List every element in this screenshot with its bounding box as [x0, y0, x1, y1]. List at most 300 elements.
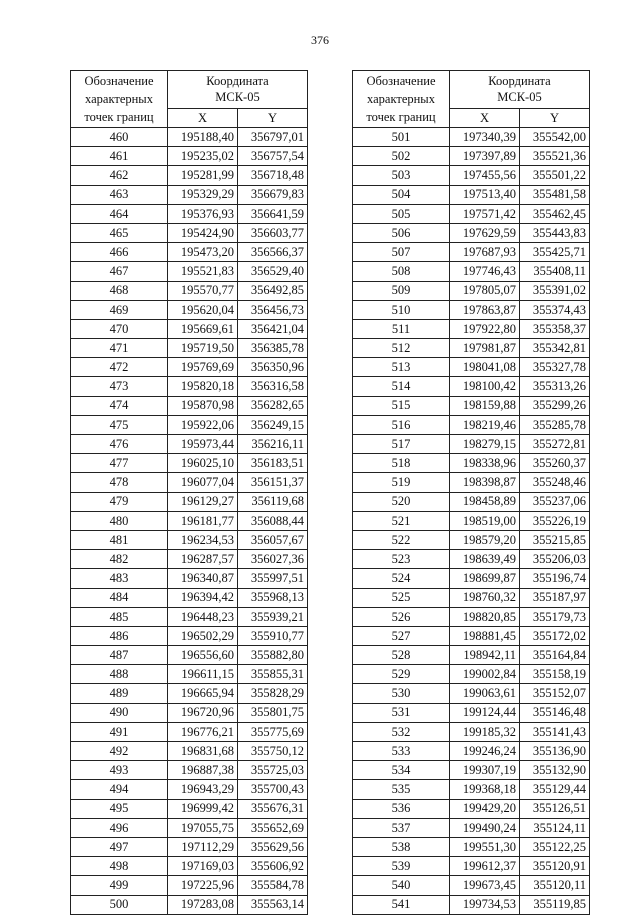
table-row [71, 223, 308, 242]
table-row [353, 837, 590, 856]
table-row [353, 262, 590, 281]
table-row [353, 550, 590, 569]
coord-x: 199185,32 [450, 722, 520, 741]
coord-y: 355501,22 [520, 166, 590, 185]
point-number: 531 [353, 703, 450, 722]
table-row [71, 492, 308, 511]
table-row [353, 300, 590, 319]
point-number: 513 [353, 358, 450, 377]
point-number: 473 [71, 377, 168, 396]
coord-y: 355187,97 [520, 588, 590, 607]
table-row [71, 550, 308, 569]
coord-x: 196999,42 [168, 799, 238, 818]
coord-x: 198100,42 [450, 377, 520, 396]
coord-x: 196340,87 [168, 569, 238, 588]
table-row [353, 876, 590, 895]
point-number: 482 [71, 550, 168, 569]
table-row [353, 396, 590, 415]
point-number: 518 [353, 454, 450, 473]
coord-x: 196887,38 [168, 761, 238, 780]
table-row [353, 607, 590, 626]
coord-x: 195870,98 [168, 396, 238, 415]
table-row [71, 646, 308, 665]
header-designation: Обозначение характерных точек границ [71, 71, 168, 128]
coord-x: 195235,02 [168, 147, 238, 166]
coord-x: 199612,37 [450, 857, 520, 876]
coord-y: 355725,03 [238, 761, 308, 780]
point-number: 540 [353, 876, 450, 895]
point-number: 498 [71, 857, 168, 876]
coord-x: 196776,21 [168, 722, 238, 741]
coord-x: 195424,90 [168, 223, 238, 242]
coord-x: 196720,96 [168, 703, 238, 722]
point-number: 468 [71, 281, 168, 300]
coord-y: 355775,69 [238, 722, 308, 741]
coord-x: 196394,42 [168, 588, 238, 607]
coord-x: 195973,44 [168, 435, 238, 454]
coord-y: 355313,26 [520, 377, 590, 396]
coord-y: 355122,25 [520, 837, 590, 856]
coord-y: 356350,96 [238, 358, 308, 377]
coord-y: 355882,80 [238, 646, 308, 665]
coord-y: 355237,06 [520, 492, 590, 511]
coord-y: 355206,03 [520, 550, 590, 569]
coord-x: 198820,85 [450, 607, 520, 626]
coord-x: 196025,10 [168, 454, 238, 473]
coord-y: 355119,85 [520, 895, 590, 914]
table-row [71, 761, 308, 780]
coord-y: 355136,90 [520, 742, 590, 761]
point-number: 475 [71, 415, 168, 434]
table-row [71, 339, 308, 358]
coord-x: 196556,60 [168, 646, 238, 665]
table-row [353, 569, 590, 588]
point-number: 471 [71, 339, 168, 358]
point-number: 464 [71, 204, 168, 223]
point-number: 535 [353, 780, 450, 799]
point-number: 477 [71, 454, 168, 473]
coord-y: 356216,11 [238, 435, 308, 454]
table-row [353, 799, 590, 818]
coord-y: 356119,68 [238, 492, 308, 511]
coord-x: 196448,23 [168, 607, 238, 626]
table-row [353, 319, 590, 338]
coord-x: 196502,29 [168, 626, 238, 645]
table-row [71, 588, 308, 607]
coord-y: 356316,58 [238, 377, 308, 396]
table-row [71, 204, 308, 223]
table-row [71, 665, 308, 684]
coord-x: 195620,04 [168, 300, 238, 319]
table-row [353, 857, 590, 876]
coord-x: 195669,61 [168, 319, 238, 338]
table-row [71, 857, 308, 876]
coord-y: 355124,11 [520, 818, 590, 837]
coord-x: 196287,57 [168, 550, 238, 569]
point-number: 532 [353, 722, 450, 741]
table-row [353, 761, 590, 780]
table-row [71, 837, 308, 856]
coord-y: 355126,51 [520, 799, 590, 818]
header-y: Y [520, 108, 590, 127]
point-number: 472 [71, 358, 168, 377]
coord-y: 355172,02 [520, 626, 590, 645]
header-coordinate: Координата МСК-05 [168, 71, 308, 109]
coord-x: 198699,87 [450, 569, 520, 588]
table-row [71, 147, 308, 166]
point-number: 461 [71, 147, 168, 166]
point-number: 505 [353, 204, 450, 223]
coord-x: 197397,89 [450, 147, 520, 166]
point-number: 533 [353, 742, 450, 761]
table-row [71, 128, 308, 147]
coord-y: 355164,84 [520, 646, 590, 665]
point-number: 489 [71, 684, 168, 703]
coord-y: 355676,31 [238, 799, 308, 818]
table-row [353, 358, 590, 377]
point-number: 479 [71, 492, 168, 511]
coord-x: 197629,59 [450, 223, 520, 242]
coord-y: 356249,15 [238, 415, 308, 434]
table-row [353, 377, 590, 396]
point-number: 462 [71, 166, 168, 185]
table-row [71, 415, 308, 434]
table-row [353, 492, 590, 511]
coord-x: 198338,96 [450, 454, 520, 473]
coord-y: 355260,37 [520, 454, 590, 473]
coord-x: 198398,87 [450, 473, 520, 492]
coord-x: 195769,69 [168, 358, 238, 377]
coord-y: 356603,77 [238, 223, 308, 242]
point-number: 523 [353, 550, 450, 569]
coord-y: 355606,92 [238, 857, 308, 876]
table-row [353, 818, 590, 837]
coord-x: 198458,89 [450, 492, 520, 511]
coord-x: 198942,11 [450, 646, 520, 665]
coord-y: 356641,59 [238, 204, 308, 223]
page-number: 376 [311, 33, 329, 47]
coord-x: 197225,96 [168, 876, 238, 895]
point-number: 517 [353, 435, 450, 454]
coord-y: 355327,78 [520, 358, 590, 377]
table-header-row [353, 71, 590, 109]
point-number: 491 [71, 722, 168, 741]
coord-x: 198639,49 [450, 550, 520, 569]
header-designation: Обозначение характерных точек границ [353, 71, 450, 128]
point-number: 534 [353, 761, 450, 780]
coord-y: 355997,51 [238, 569, 308, 588]
coord-y: 355158,19 [520, 665, 590, 684]
table-row [71, 185, 308, 204]
point-number: 528 [353, 646, 450, 665]
point-number: 514 [353, 377, 450, 396]
coord-x: 199063,61 [450, 684, 520, 703]
header-y: Y [238, 108, 308, 127]
coord-y: 355521,36 [520, 147, 590, 166]
coord-x: 199490,24 [450, 818, 520, 837]
table-row [353, 454, 590, 473]
coord-x: 199246,24 [450, 742, 520, 761]
coord-y: 355226,19 [520, 511, 590, 530]
table-row [71, 281, 308, 300]
table-row [71, 703, 308, 722]
table-row [353, 281, 590, 300]
point-number: 508 [353, 262, 450, 281]
coord-y: 355910,77 [238, 626, 308, 645]
coord-x: 198881,45 [450, 626, 520, 645]
coord-y: 356492,85 [238, 281, 308, 300]
table-row [353, 895, 590, 914]
point-number: 512 [353, 339, 450, 358]
point-number: 525 [353, 588, 450, 607]
coord-y: 355563,14 [238, 895, 308, 914]
coord-y: 355629,56 [238, 837, 308, 856]
header-x: X [168, 108, 238, 127]
coord-y: 356088,44 [238, 511, 308, 530]
table-row [353, 588, 590, 607]
table-row [353, 339, 590, 358]
coord-y: 355408,11 [520, 262, 590, 281]
point-number: 530 [353, 684, 450, 703]
coord-y: 356529,40 [238, 262, 308, 281]
point-number: 474 [71, 396, 168, 415]
table-row [353, 530, 590, 549]
point-number: 484 [71, 588, 168, 607]
coord-y: 355542,00 [520, 128, 590, 147]
coord-x: 195922,06 [168, 415, 238, 434]
point-number: 519 [353, 473, 450, 492]
coord-x: 198219,46 [450, 415, 520, 434]
point-number: 524 [353, 569, 450, 588]
coord-y: 355285,78 [520, 415, 590, 434]
coord-y: 355152,07 [520, 684, 590, 703]
coord-y: 355374,43 [520, 300, 590, 319]
coord-x: 198760,32 [450, 588, 520, 607]
coord-x: 197340,39 [450, 128, 520, 147]
coord-y: 355132,90 [520, 761, 590, 780]
coord-y: 355750,12 [238, 742, 308, 761]
coord-y: 355120,11 [520, 876, 590, 895]
coord-y: 355584,78 [238, 876, 308, 895]
coord-x: 199429,20 [450, 799, 520, 818]
table-row [353, 128, 590, 147]
point-number: 541 [353, 895, 450, 914]
table-row [353, 665, 590, 684]
coord-x: 197455,56 [450, 166, 520, 185]
point-number: 499 [71, 876, 168, 895]
point-number: 493 [71, 761, 168, 780]
coord-y: 356385,78 [238, 339, 308, 358]
point-number: 490 [71, 703, 168, 722]
coord-x: 195281,99 [168, 166, 238, 185]
coord-y: 355120,91 [520, 857, 590, 876]
table-row [71, 473, 308, 492]
point-number: 520 [353, 492, 450, 511]
point-number: 488 [71, 665, 168, 684]
table-row [353, 684, 590, 703]
coord-y: 355215,85 [520, 530, 590, 549]
point-number: 502 [353, 147, 450, 166]
table-row [71, 319, 308, 338]
coord-x: 197169,03 [168, 857, 238, 876]
table-row [71, 799, 308, 818]
point-number: 522 [353, 530, 450, 549]
point-number: 507 [353, 243, 450, 262]
coord-x: 197513,40 [450, 185, 520, 204]
coord-y: 355272,81 [520, 435, 590, 454]
coord-x: 195473,20 [168, 243, 238, 262]
table-row [71, 684, 308, 703]
coord-y: 356057,67 [238, 530, 308, 549]
point-number: 503 [353, 166, 450, 185]
point-number: 496 [71, 818, 168, 837]
table-row [353, 511, 590, 530]
coord-x: 197805,07 [450, 281, 520, 300]
point-number: 516 [353, 415, 450, 434]
coord-y: 356456,73 [238, 300, 308, 319]
coord-x: 197055,75 [168, 818, 238, 837]
coord-y: 355179,73 [520, 607, 590, 626]
point-number: 460 [71, 128, 168, 147]
table-row [71, 511, 308, 530]
coord-x: 198579,20 [450, 530, 520, 549]
coord-y: 355342,81 [520, 339, 590, 358]
table-row [71, 243, 308, 262]
point-number: 495 [71, 799, 168, 818]
point-number: 538 [353, 837, 450, 856]
coord-x: 195376,93 [168, 204, 238, 223]
header-coordinate: Координата МСК-05 [450, 71, 590, 109]
coord-x: 199002,84 [450, 665, 520, 684]
point-number: 509 [353, 281, 450, 300]
coord-x: 195719,50 [168, 339, 238, 358]
coord-y: 355141,43 [520, 722, 590, 741]
point-number: 494 [71, 780, 168, 799]
coord-x: 197112,29 [168, 837, 238, 856]
table-row [71, 300, 308, 319]
point-number: 463 [71, 185, 168, 204]
point-number: 504 [353, 185, 450, 204]
table-row [71, 454, 308, 473]
point-number: 497 [71, 837, 168, 856]
coord-y: 355248,46 [520, 473, 590, 492]
coord-x: 199551,30 [450, 837, 520, 856]
point-number: 537 [353, 818, 450, 837]
table-row [71, 377, 308, 396]
coord-y: 355939,21 [238, 607, 308, 626]
coord-x: 199124,44 [450, 703, 520, 722]
point-number: 506 [353, 223, 450, 242]
table-row [353, 185, 590, 204]
table-row [71, 895, 308, 914]
table-row [71, 396, 308, 415]
coord-x: 196077,04 [168, 473, 238, 492]
table-row [353, 166, 590, 185]
point-number: 465 [71, 223, 168, 242]
point-number: 526 [353, 607, 450, 626]
point-number: 469 [71, 300, 168, 319]
header-x: X [450, 108, 520, 127]
point-number: 511 [353, 319, 450, 338]
point-number: 529 [353, 665, 450, 684]
coord-y: 355652,69 [238, 818, 308, 837]
coord-y: 355391,02 [520, 281, 590, 300]
table-row [353, 204, 590, 223]
coord-x: 199734,53 [450, 895, 520, 914]
coord-x: 198041,08 [450, 358, 520, 377]
point-number: 510 [353, 300, 450, 319]
table-row [71, 780, 308, 799]
table-row [71, 626, 308, 645]
coord-y: 356183,51 [238, 454, 308, 473]
coord-y: 356566,37 [238, 243, 308, 262]
table-header-row [71, 71, 308, 109]
point-number: 487 [71, 646, 168, 665]
table-row [71, 530, 308, 549]
point-number: 501 [353, 128, 450, 147]
coord-x: 198159,88 [450, 396, 520, 415]
coord-x: 199673,45 [450, 876, 520, 895]
coord-x: 199307,19 [450, 761, 520, 780]
table-row [353, 722, 590, 741]
table-row [353, 780, 590, 799]
coord-x: 198279,15 [450, 435, 520, 454]
coord-y: 355828,29 [238, 684, 308, 703]
point-number: 539 [353, 857, 450, 876]
point-number: 483 [71, 569, 168, 588]
coord-y: 356797,01 [238, 128, 308, 147]
table-row [353, 223, 590, 242]
coord-x: 198519,00 [450, 511, 520, 530]
table-row [353, 703, 590, 722]
coord-y: 355299,26 [520, 396, 590, 415]
coord-y: 356421,04 [238, 319, 308, 338]
coord-y: 355443,83 [520, 223, 590, 242]
coord-x: 195820,18 [168, 377, 238, 396]
coord-y: 355968,13 [238, 588, 308, 607]
table-row [71, 358, 308, 377]
coordinates-table-right [352, 70, 590, 915]
table-row [353, 626, 590, 645]
coord-y: 355196,74 [520, 569, 590, 588]
point-number: 467 [71, 262, 168, 281]
coord-x: 196181,77 [168, 511, 238, 530]
coord-y: 355801,75 [238, 703, 308, 722]
table-row [353, 147, 590, 166]
coord-y: 356027,36 [238, 550, 308, 569]
table-row [71, 876, 308, 895]
table-row [71, 262, 308, 281]
table-row [71, 722, 308, 741]
table-row [71, 607, 308, 626]
coord-x: 195329,29 [168, 185, 238, 204]
coord-x: 196611,15 [168, 665, 238, 684]
coord-x: 196665,94 [168, 684, 238, 703]
coord-x: 196831,68 [168, 742, 238, 761]
coord-x: 196129,27 [168, 492, 238, 511]
table-row [353, 435, 590, 454]
point-number: 485 [71, 607, 168, 626]
point-number: 481 [71, 530, 168, 549]
point-number: 492 [71, 742, 168, 761]
coord-y: 355425,71 [520, 243, 590, 262]
coord-x: 197571,42 [450, 204, 520, 223]
table-row [353, 742, 590, 761]
point-number: 521 [353, 511, 450, 530]
point-number: 500 [71, 895, 168, 914]
point-number: 466 [71, 243, 168, 262]
coord-x: 196943,29 [168, 780, 238, 799]
